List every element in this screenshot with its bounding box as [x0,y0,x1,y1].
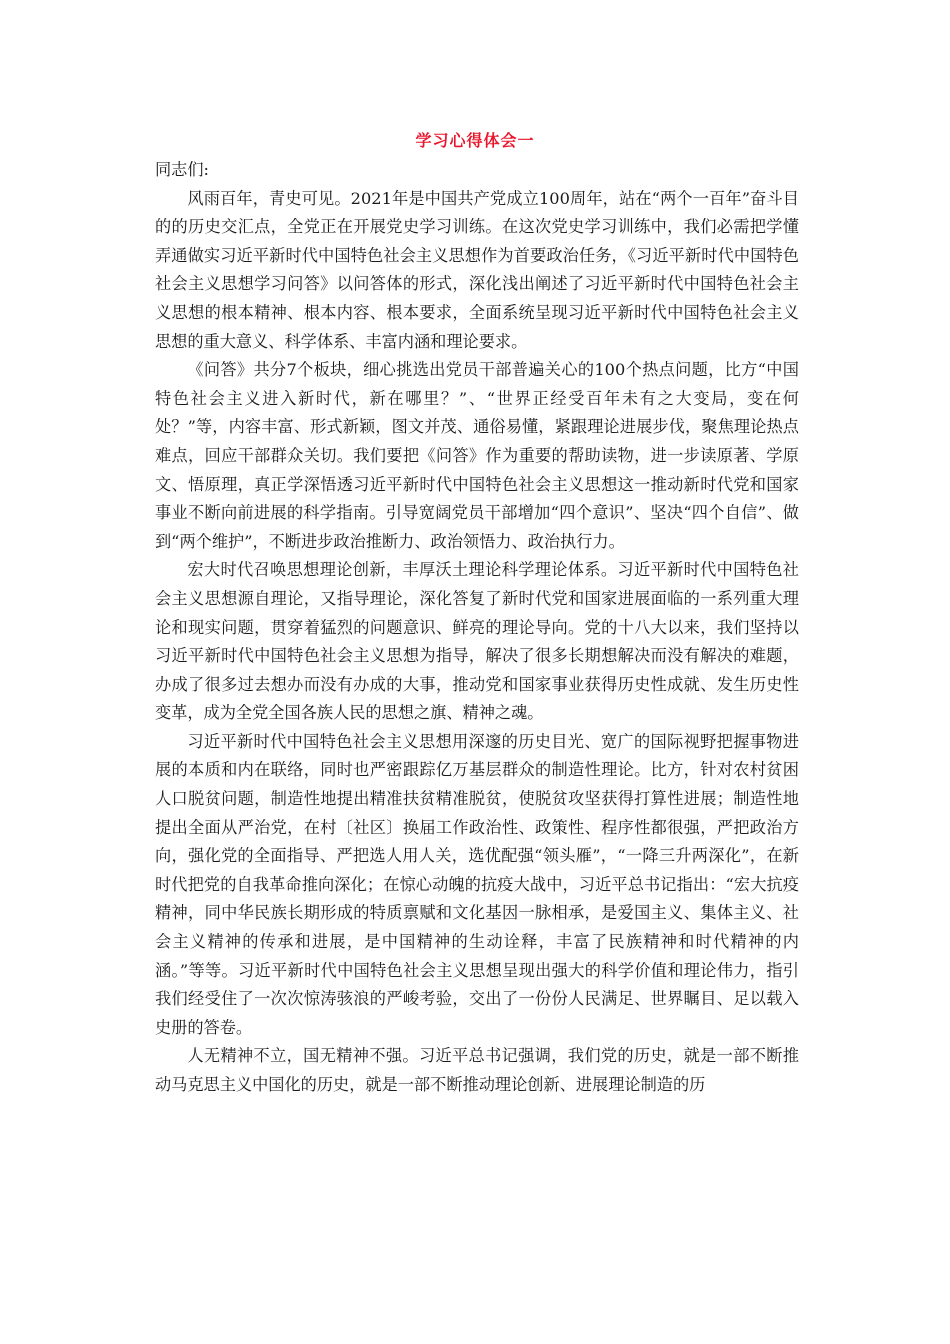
salutation: 同志们: [155,160,210,179]
paragraph-5: 人无精神不立，国无精神不强。习近平总书记强调，我们党的历史，就是一部不断推动马克思主义中国化的历史，就是一部不断推动理论创新、进展理论制造的历 [155,1046,799,1094]
paragraph-4: 习近平新时代中国特色社会主义思想用深邃的历史目光、宽广的国际视野把握事物进展的本质和内在联络，同时也严密跟踪亿万基层群众的制造性理论。比方，针对农村贫困人口脱贫问题，制造性地提出精准扶贫精准脱贫，使脱贫攻坚获得打算性进展；制造性地提出全面从严治党，在村〔社区〕换届工作政治性、政策性、程序性都很强，严把政治方向，强化党的全面指导、严把选人用人关，选优配强“领头雁”，“一降三升两深化”，在新时代把党的自我革命推向深化；在惊心动魄的抗疫大战中，习近平总书记指出：“宏大抗疫精神，同中华民族长期形成的特质禀赋和文化基因一脉相承，是爱国主义、集体主义、社会主义精神的传承和进展，是中国精神的生动诠释，丰富了民族精神和时代精神的内涵。”等等。习近平新时代中国特色社会主义思想呈现出强大的科学价值和理论伟力，指引我们经受住了一次次惊涛骇浪的严峻考验，交出了一份份人民满足、世界瞩目、足以载入史册的答卷。 [155,731,799,1037]
paragraph-3: 宏大时代召唤思想理论创新，丰厚沃土理论科学理论体系。习近平新时代中国特色社会主义思想源自理论，又指导理论，深化答复了新时代党和国家进展面临的一系列重大理论和现实问题，贯穿着猛烈的问题意识、鲜亮的理论导向。党的十八大以来，我们坚持以习近平新时代中国特色社会主义思想为指导，解决了很多长期想解决而没有解决的难题，办成了很多过去想办而没有办成的大事，推动党和国家事业获得历史性成就、发生历史性变革，成为全党全国各族人民的思想之旗、精神之魂。 [155,560,799,723]
document-title: 学习心得体会一 [415,131,535,150]
paragraph-1: 风雨百年，青史可见。2021年是中国共产党成立100周年，站在“两个一百年”奋斗目的的历史交汇点，全党正在开展党史学习训练。在这次党史学习训练中，我们必需把学懂弄通做实习近平新时代中国特色社会主义思想作为首要政治任务，《习近平新时代中国特色社会主义思想学习问答》以问答体的形式，深化浅出阐述了习近平新时代中国特色社会主义思想的根本精神、根本内容、根本要求，全面系统呈现习近平新时代中国特色社会主义思想的重大意义、科学体系、丰富内涵和理论要求。 [155,188,799,351]
paragraph-2: 《问答》共分7个板块，细心挑选出党员干部普遍关心的100个热点问题，比方“中国特色社会主义进入新时代，新在哪里？”、“世界正经受百年未有之大变局，变在何处？”等，内容丰富、形式新颖，图文并茂、通俗易懂，紧跟理论进展步伐，聚焦理论热点难点，回应干部群众关切。我们要把《问答》作为重要的帮助读物，进一步读原著、学原文、悟原理，真正学深悟透习近平新时代中国特色社会主义思想这一推动新时代党和国家事业不断向前进展的科学指南。引导宽阔党员干部增加“四个意识”、坚决“四个自信”、做到“两个维护”，不断进步政治推断力、政治领悟力、政治执行力。 [155,360,799,551]
document-body [155,156,799,1100]
